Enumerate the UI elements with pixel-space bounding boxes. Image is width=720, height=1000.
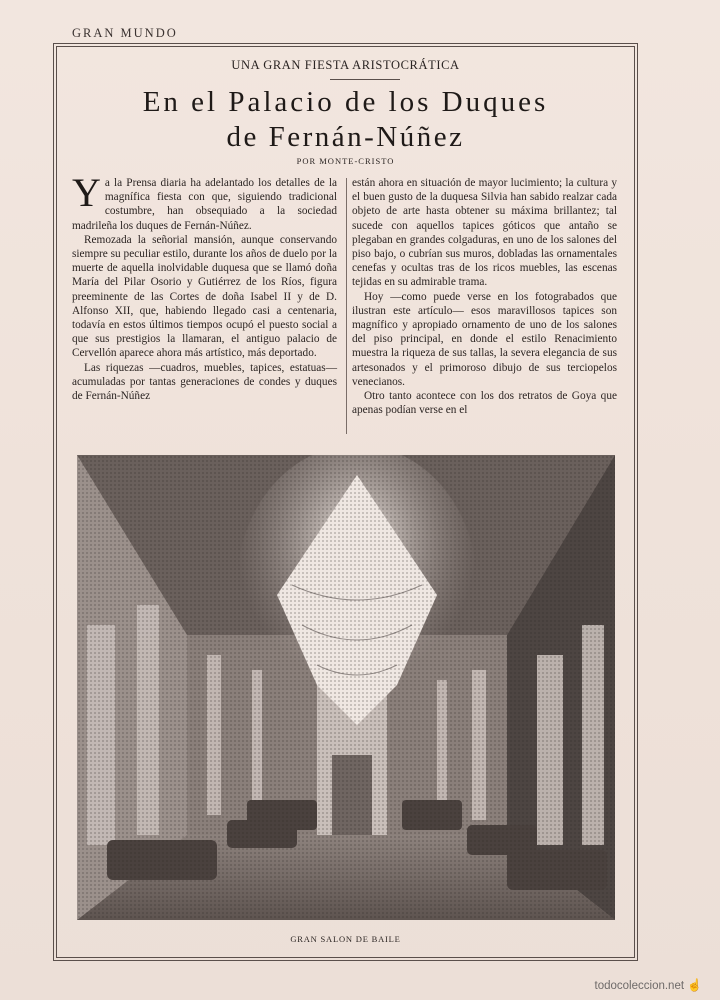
running-head: GRAN MUNDO <box>72 26 178 40</box>
headline-line-2: de Fernán-Núñez <box>226 121 465 153</box>
headline-line-1: En el Palacio de los Duques <box>142 86 549 118</box>
watermark <box>595 978 702 992</box>
byline: POR MONTE-CRISTO <box>296 156 395 166</box>
watermark-text: todocoleccion.net <box>594 980 685 992</box>
paragraph: están ahora en situación de mayor lucimiento; la cultura y el buen gusto de la duquesa Silvia han sabido realzar cada objeto de arte hasta obtener su máxima brillantez; tal sucede con aquellos tapices góticos que antaño se plegaban en grandes colgaduras, en uno de los salones del piso bajo, o cubrían sus muros, dobladas las ornamentales cenefas y ocultas tras de los ricos muebles, las escenas tejidas en su admirable trama. <box>352 177 617 289</box>
left-column <box>72 176 337 403</box>
paragraph: Otro tanto acontece con los dos retratos de Goya que apenas podían verse en el <box>352 390 617 417</box>
hand-cursor-icon: ☝ <box>687 978 702 992</box>
kicker-divider <box>330 79 400 80</box>
paragraph: Hoy —como puede verse en los fotograbados que ilustran este artículo— esos maravillosos tapices son magnífico y apropiado ornamento de uno de los salones del piso principal, en donde el estilo Renacimiento muestra la riqueza de sus tallas, la severa elegancia de sus artesonados y el primoroso dibujo de sus terciopelos venecianos. <box>352 290 617 388</box>
paragraph: Ya la Prensa diaria ha adelantado los detalles de la magnífica fiesta con que, siguiendo tradicional costumbre, han obsequiado a la sociedad madrileña los duques de Fernán-Núñez. <box>72 176 337 232</box>
paragraph: Las riquezas —cuadros, muebles, tapices, estatuas— acumuladas por tantas generaciones de condes y duques de Fernán-Núñez <box>72 361 337 403</box>
right-column <box>352 176 617 417</box>
ballroom-photograph <box>77 455 615 920</box>
column-divider <box>346 178 347 434</box>
photo-caption: GRAN SALON DE BAILE <box>290 934 401 944</box>
drop-cap: Y <box>72 176 101 215</box>
article-kicker: UNA GRAN FIESTA ARISTOCRÁTICA <box>231 58 460 72</box>
paragraph: Remozada la señorial mansión, aunque conservando siempre su peculiar estilo, durante los años de duelo por la muerte de aquella inolvidable duquesa que se llamó doña María del Pilar Osorio y Gutiérrez de los Ríos, figura preeminente de las Cortes de doña Isabel II y de D. Alfonso XII, que, habiendo llegado casi a centenaria, todavía en estos últimos tiempos ocupó el puesto social a que sus prestigios la llamaran, el antiguo palacio de Cervellón aparece ahora más artístico, más deportado. <box>72 233 337 360</box>
article-body <box>72 176 624 438</box>
